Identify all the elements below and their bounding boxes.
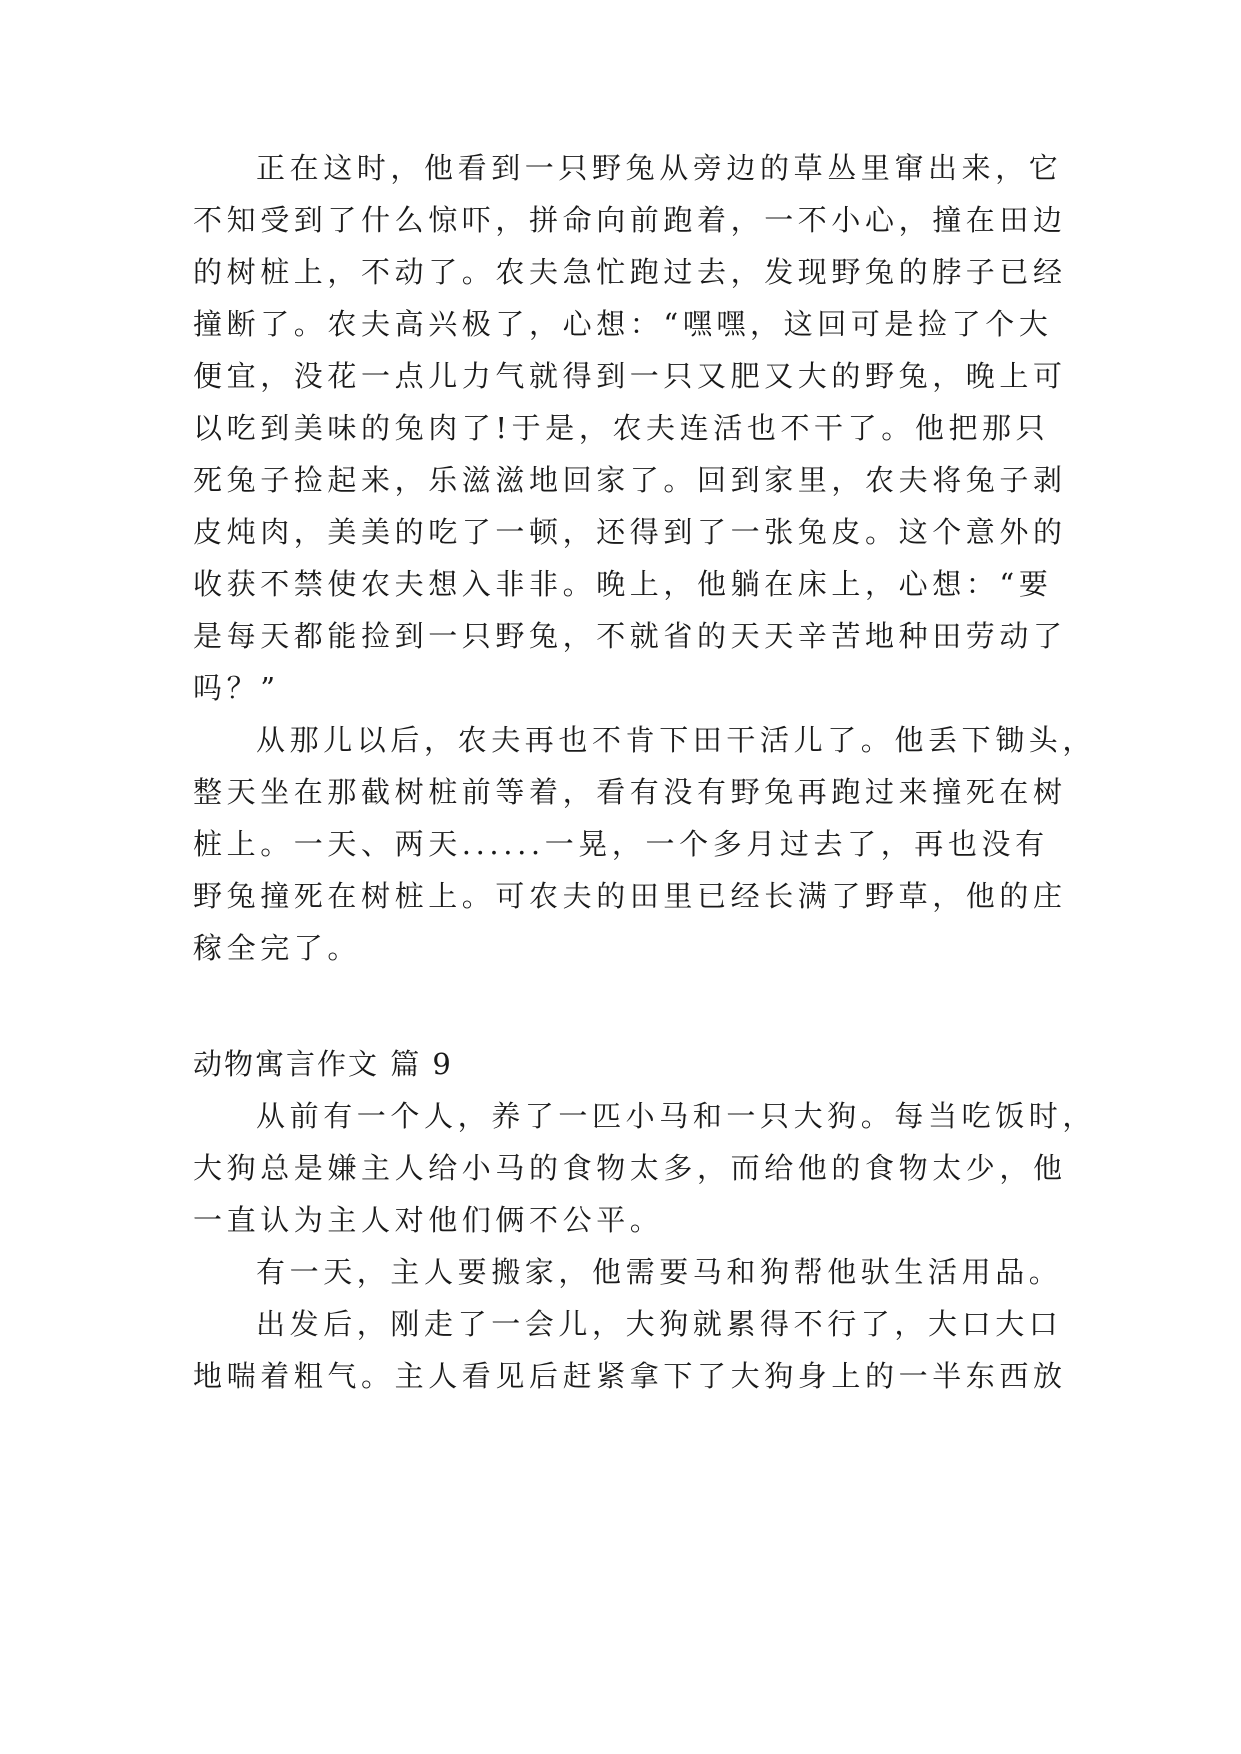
text-line: 从那儿以后，农夫再也不肯下田干活儿了。他丢下锄头，: [256, 723, 1097, 757]
text-line: 皮炖肉，美美的吃了一顿，还得到了一张兔皮。这个意外的: [193, 515, 1067, 549]
text-line: 不知受到了什么惊吓，拼命向前跑着，一不小心，撞在田边: [193, 203, 1067, 237]
text-line: 的树桩上，不动了。农夫急忙跑过去，发现野兔的脖子已经: [193, 255, 1067, 289]
text-line: 稼全完了。: [193, 931, 362, 965]
text-line: 吗？”: [193, 671, 280, 705]
text-line: 大狗总是嫌主人给小马的食物太多，而给他的食物太少，他: [193, 1151, 1067, 1185]
text-line: 正在这时，他看到一只野兔从旁边的草丛里窜出来，它: [256, 151, 1063, 185]
text-line: 整天坐在那截树桩前等着，看有没有野兔再跑过来撞死在树: [193, 775, 1067, 809]
text-line: 收获不禁使农夫想入非非。晚上，他躺在床上，心想：“要: [193, 567, 1053, 601]
text-line: 以吃到美味的兔肉了!于是，农夫连活也不干了。他把那只: [193, 411, 1050, 445]
text-line: 有一天，主人要搬家，他需要马和狗帮他驮生活用品。: [256, 1255, 1063, 1289]
section-heading: 动物寓言作文 篇 9: [193, 1047, 453, 1081]
text-line: 撞断了。农夫高兴极了，心想：“嘿嘿，这回可是捡了个大: [193, 307, 1053, 341]
text-line: 从前有一个人，养了一匹小马和一只大狗。每当吃饭时，: [256, 1099, 1097, 1133]
text-line: 出发后，刚走了一会儿，大狗就累得不行了，大口大口: [256, 1307, 1063, 1341]
text-line: 地喘着粗气。主人看见后赶紧拿下了大狗身上的一半东西放: [193, 1359, 1067, 1393]
text-line: 死兔子捡起来，乐滋滋地回家了。回到家里，农夫将兔子剥: [193, 463, 1067, 497]
text-line: 一直认为主人对他们俩不公平。: [193, 1203, 664, 1237]
text-line: 便宜，没花一点儿力气就得到一只又肥又大的野兔，晚上可: [193, 359, 1067, 393]
text-line: 桩上。一天、两天......一晃，一个多月过去了，再也没有: [193, 827, 1049, 861]
text-line: 是每天都能捡到一只野兔，不就省的天天辛苦地种田劳动了: [193, 619, 1067, 653]
text-line: 野兔撞死在树桩上。可农夫的田里已经长满了野草，他的庄: [193, 879, 1067, 913]
